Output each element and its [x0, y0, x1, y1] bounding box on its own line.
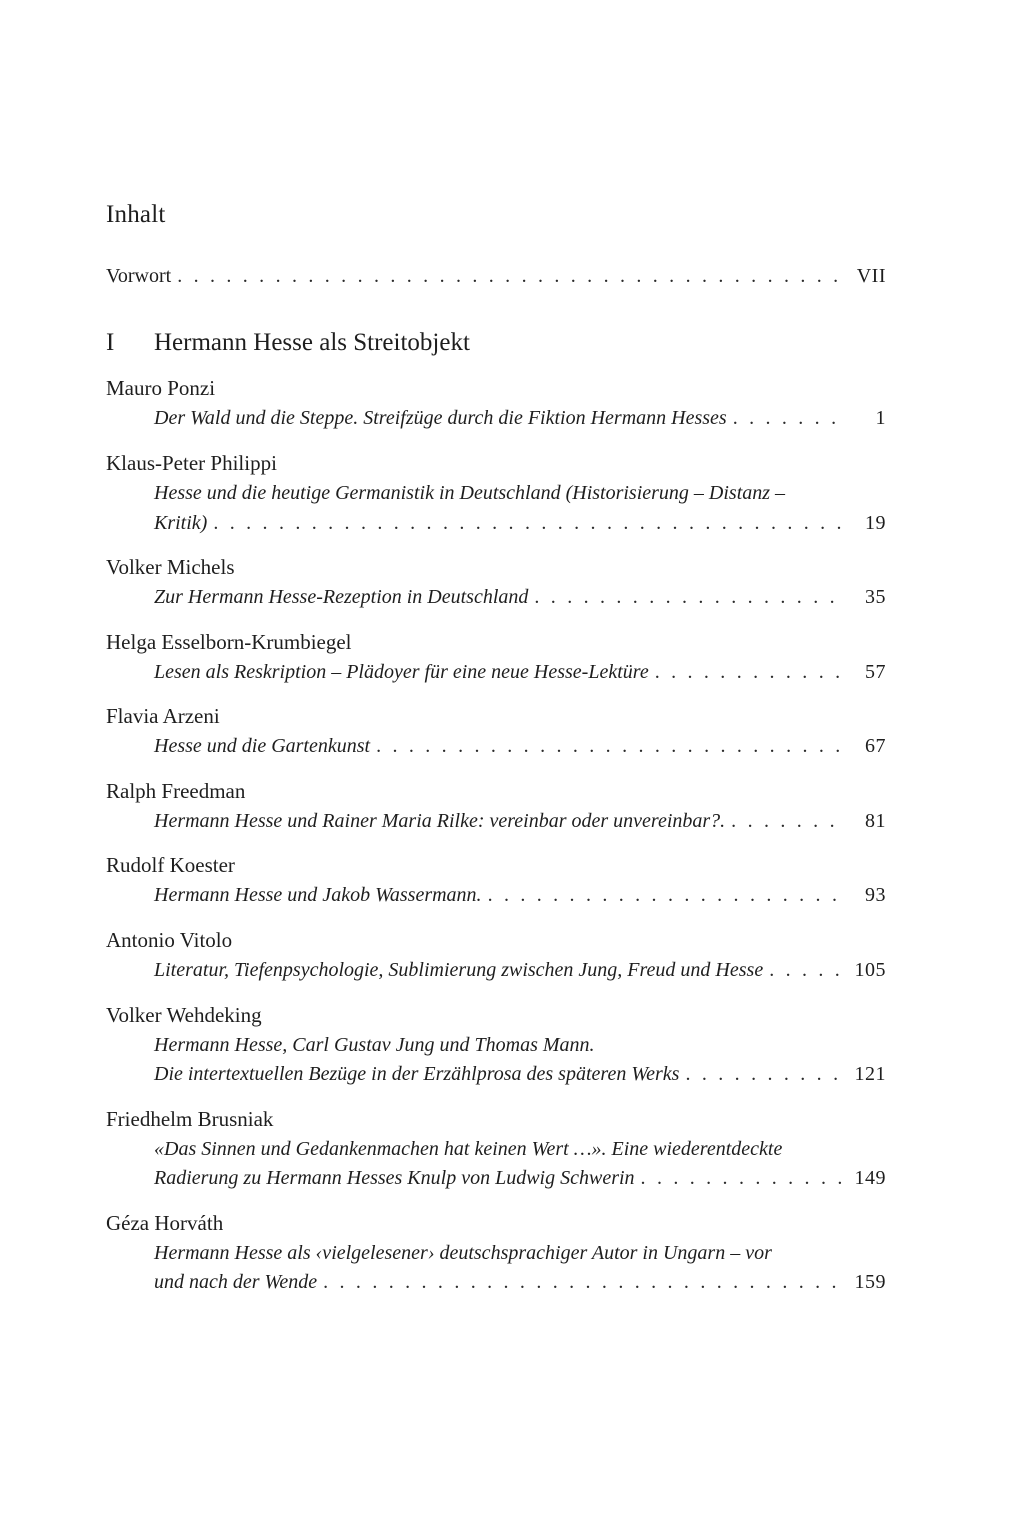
toc-page-number: 105: [854, 959, 886, 981]
toc-entry[interactable]: [154, 731, 886, 761]
toc-page-number: 149: [854, 1167, 886, 1189]
toc-author: Ralph Freedman: [106, 779, 246, 803]
toc-author: Géza Horváth: [106, 1211, 224, 1235]
toc-entry[interactable]: [154, 955, 886, 985]
toc-entry-title: Zur Hermann Hesse-Rezeption in Deutschland: [154, 586, 529, 608]
toc-author: Friedhelm Brusniak: [106, 1107, 274, 1131]
toc-entry[interactable]: [154, 1059, 886, 1089]
toc-entry-title-line: Hermann Hesse, Carl Gustav Jung und Thomas Mann.: [154, 1034, 595, 1056]
dot-leader: [323, 1267, 844, 1297]
toc-entry-title: und nach der Wende: [154, 1271, 318, 1293]
toc-entry[interactable]: [154, 1163, 886, 1193]
toc-author: Mauro Ponzi: [106, 376, 216, 400]
toc-entry[interactable]: [154, 880, 886, 910]
toc-page-number: 57: [865, 661, 886, 683]
toc-entry[interactable]: [154, 806, 886, 836]
dot-leader: [731, 806, 844, 836]
toc-entry-title-line: Hermann Hesse als ‹vielgelesener› deutschsprachiger Autor in Ungarn – vor: [154, 1242, 772, 1264]
toc-page-number: 35: [865, 586, 886, 608]
toc-entry-title: Vorwort: [106, 265, 172, 287]
page-title: Inhalt: [106, 201, 166, 228]
toc-page-number: 67: [865, 735, 886, 757]
toc-entry[interactable]: [154, 657, 886, 687]
section-number: I: [106, 329, 115, 356]
toc-entry-title: Literatur, Tiefenpsychologie, Sublimierung zwischen Jung, Freud und Hesse: [154, 959, 764, 981]
dot-leader: [177, 261, 844, 291]
toc-author: Flavia Arzeni: [106, 704, 220, 728]
toc-entry-title: Hermann Hesse und Jakob Wassermann.: [154, 884, 482, 906]
dot-leader: [213, 508, 844, 538]
toc-entry-vorwort[interactable]: [106, 261, 886, 291]
toc-author: Volker Wehdeking: [106, 1003, 262, 1027]
toc-author: Rudolf Koester: [106, 853, 235, 877]
toc-entry-title-line: Hesse und die heutige Germanistik in Deutschland (Historisierung – Distanz –: [154, 482, 786, 504]
toc-entry-title: Hesse und die Gartenkunst: [154, 735, 371, 757]
toc-page-number: 81: [865, 810, 886, 832]
section-heading: [106, 326, 470, 360]
toc-author: Helga Esselborn-Krumbiegel: [106, 630, 352, 654]
dot-leader: [376, 731, 844, 761]
toc-entry[interactable]: [154, 403, 886, 433]
toc-entry-title: Hermann Hesse und Rainer Maria Rilke: vereinbar oder unvereinbar?.: [154, 810, 726, 832]
dot-leader: [769, 955, 844, 985]
dot-leader: [655, 657, 844, 687]
toc-author: Volker Michels: [106, 555, 235, 579]
toc-entry[interactable]: [154, 508, 886, 538]
toc-entry[interactable]: [154, 1267, 886, 1297]
toc-entry-title: Kritik): [154, 512, 208, 534]
toc-author: Klaus-Peter Philippi: [106, 451, 277, 475]
dot-leader: [733, 403, 844, 433]
toc-entry-title: Die intertextuellen Bezüge in der Erzählprosa des späteren Werks: [154, 1063, 680, 1085]
dot-leader: [685, 1059, 844, 1089]
toc-author: Antonio Vitolo: [106, 928, 233, 952]
toc-entry-title-line: «Das Sinnen und Gedankenmachen hat keinen Wert …». Eine wiederentdeckte: [154, 1138, 783, 1160]
toc-page-number: 159: [854, 1271, 886, 1293]
toc-page-number: 93: [865, 884, 886, 906]
dot-leader: [641, 1163, 844, 1193]
toc-page-number: VII: [856, 265, 886, 287]
toc-page-number: 121: [854, 1063, 886, 1085]
dot-leader: [534, 582, 844, 612]
toc-entry-title: Lesen als Reskription – Plädoyer für eine neue Hesse-Lektüre: [154, 661, 649, 683]
toc-entry-title: Der Wald und die Steppe. Streifzüge durch die Fiktion Hermann Hesses: [154, 407, 727, 429]
toc-entry-title: Radierung zu Hermann Hesses Knulp von Ludwig Schwerin: [154, 1167, 635, 1189]
toc-page-number: 19: [865, 512, 886, 534]
section-title: Hermann Hesse als Streitobjekt: [154, 329, 470, 356]
toc-entry[interactable]: [154, 582, 886, 612]
toc-page-number: 1: [875, 407, 886, 429]
dot-leader: [488, 880, 844, 910]
